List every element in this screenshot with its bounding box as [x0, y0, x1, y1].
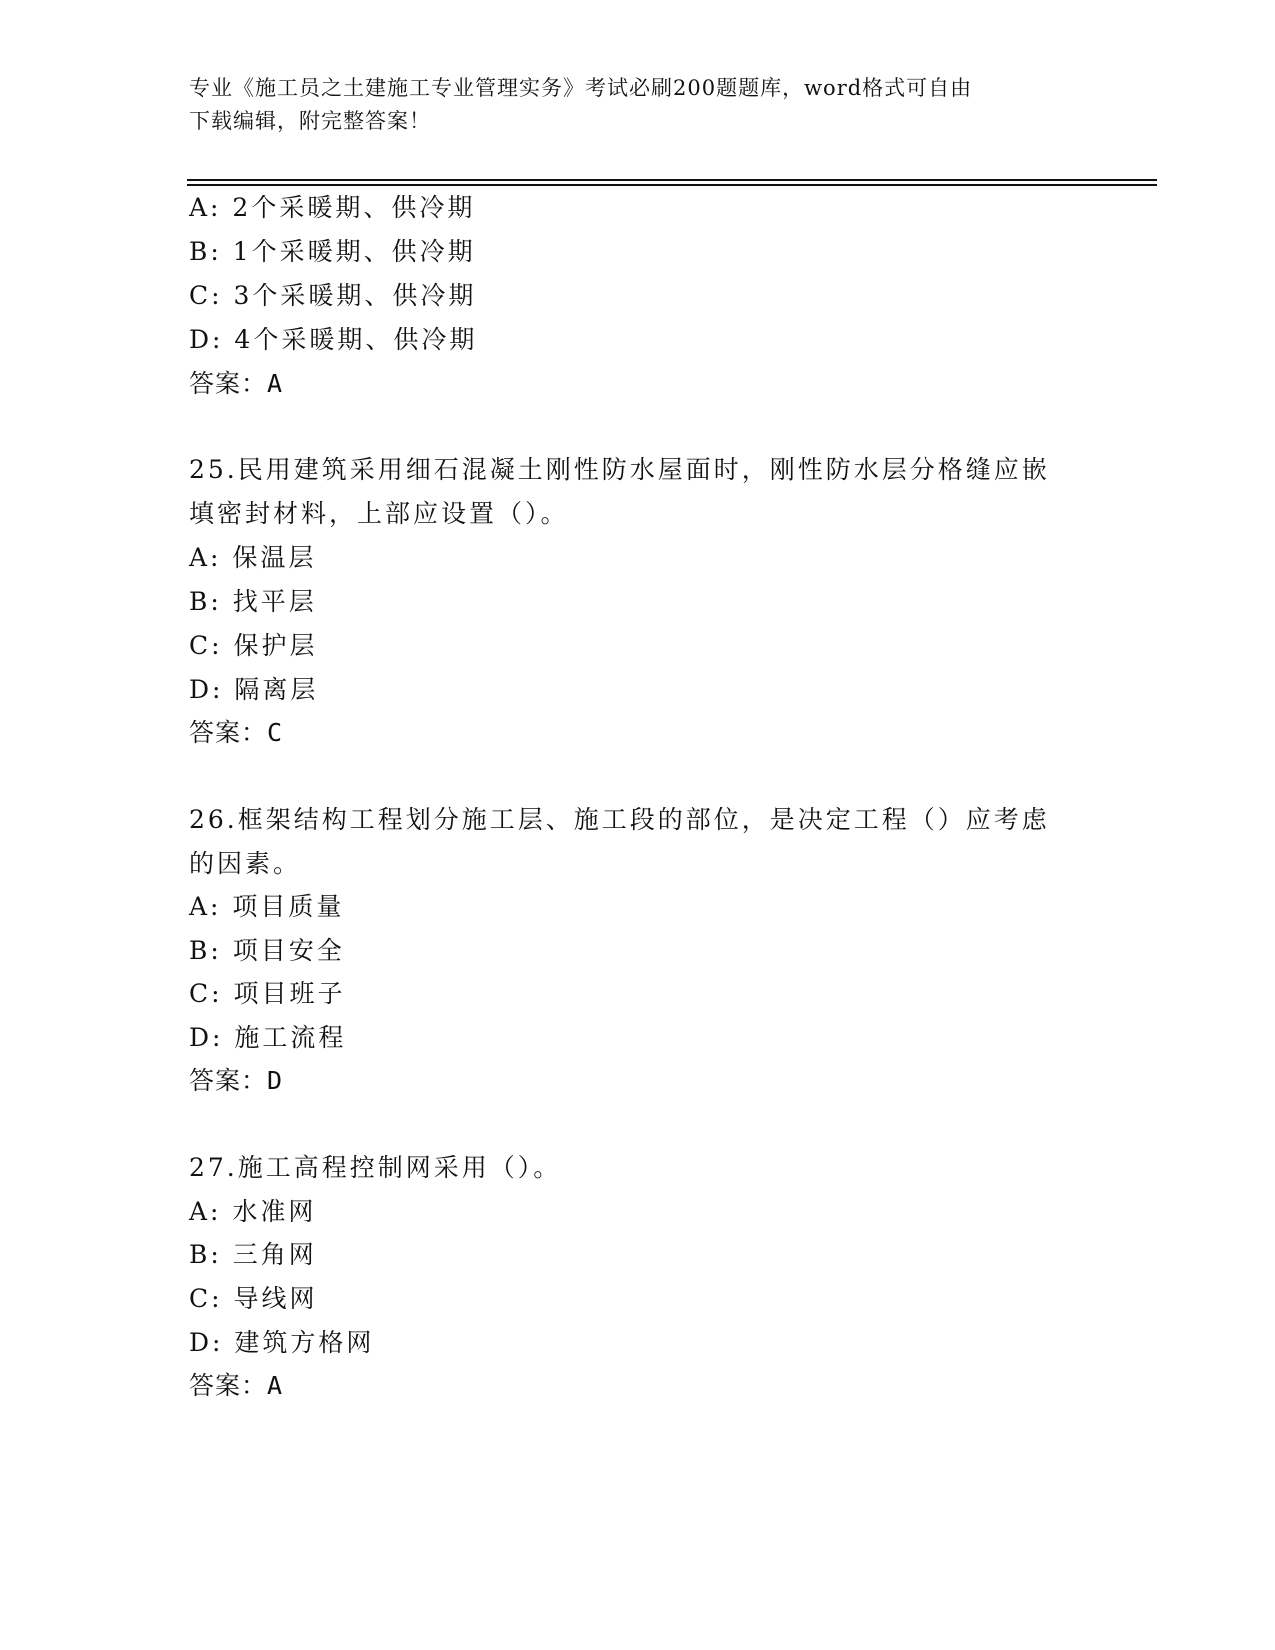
option-c: C: 项目班子 — [189, 979, 346, 1008]
header-divider-top — [187, 179, 1157, 181]
option-b: B: 找平层 — [189, 587, 317, 616]
answer-line — [189, 716, 283, 750]
option-c: C: 3个采暖期、供冷期 — [189, 281, 477, 310]
header-line-2: 下载编辑，附完整答案！ — [189, 109, 431, 133]
option-d: D: 隔离层 — [189, 675, 319, 704]
option-b: B: 项目安全 — [189, 936, 345, 965]
answer-value: A — [267, 369, 284, 398]
answer-line — [189, 1369, 283, 1403]
answer-label: 答案： — [189, 369, 268, 398]
question-26-stem-line-2: 的因素。 — [189, 849, 302, 878]
answer-value: C — [267, 718, 284, 747]
answer-label: 答案： — [189, 1371, 268, 1400]
question-25-stem-line-2: 填密封材料，上部应设置（）。 — [189, 499, 569, 528]
option-c: C: 保护层 — [189, 631, 318, 660]
question-25-stem-line-1: 25.民用建筑采用细石混凝土刚性防水屋面时，刚性防水层分格缝应嵌 — [189, 455, 1050, 484]
answer-label: 答案： — [189, 1066, 268, 1095]
option-b: B: 1个采暖期、供冷期 — [189, 237, 476, 266]
answer-value: D — [267, 1066, 284, 1095]
option-a: A: 2个采暖期、供冷期 — [189, 193, 476, 222]
question-26-stem-line-1: 26.框架结构工程划分施工层、施工段的部位，是决定工程（）应考虑 — [189, 805, 1050, 834]
answer-label: 答案： — [189, 718, 268, 747]
option-b: B: 三角网 — [189, 1240, 317, 1269]
answer-value: A — [267, 1371, 284, 1400]
header-line-1: 专业《施工员之土建施工专业管理实务》考试必刷200题题库，word格式可自由 — [189, 76, 973, 100]
question-27-stem: 27.施工高程控制网采用（）。 — [189, 1153, 562, 1182]
option-d: D: 建筑方格网 — [189, 1328, 375, 1357]
answer-line — [189, 1064, 283, 1098]
header-divider-bottom — [187, 184, 1157, 186]
option-a: A: 项目质量 — [189, 892, 345, 921]
option-c: C: 导线网 — [189, 1284, 318, 1313]
answer-line — [189, 367, 283, 401]
option-d: D: 4个采暖期、供冷期 — [189, 325, 478, 354]
document-header — [189, 72, 1089, 138]
option-a: A: 水准网 — [189, 1197, 317, 1226]
option-a: A: 保温层 — [189, 543, 317, 572]
option-d: D: 施工流程 — [189, 1023, 347, 1052]
